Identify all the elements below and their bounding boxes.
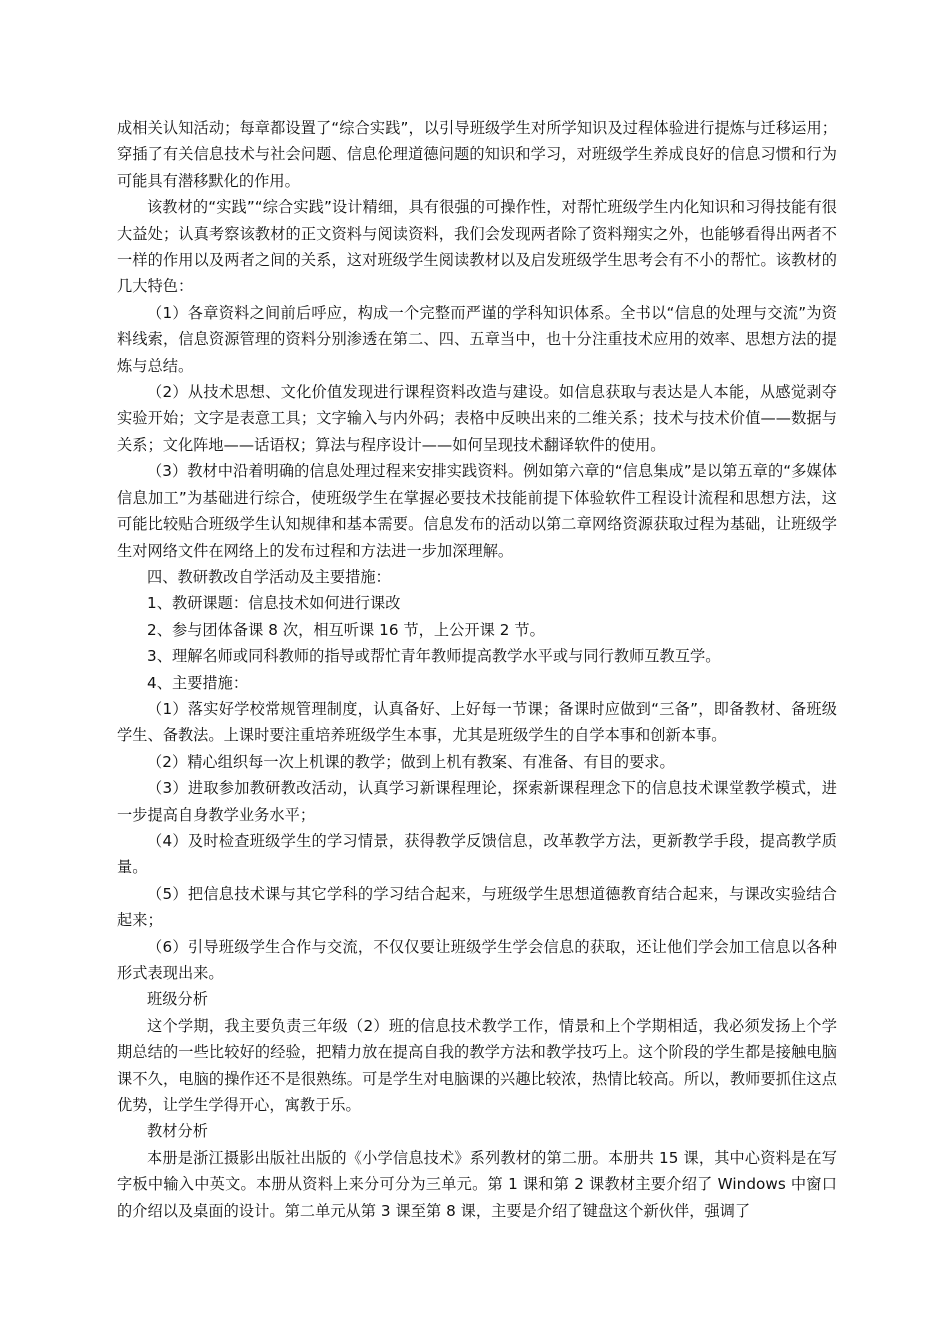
measure-item-5: （5）把信息技术课与其它学科的学习结合起来，与班级学生思想道德教育结合起来，与课改实验结合起来； <box>117 884 837 930</box>
section-heading-textbook-analysis: 教材分析 <box>147 1122 208 1141</box>
measure-item-1: （1）落实好学校常规管理制度，认真备好、上好每一节课；备课时应做到“三备”，即备教材、备班级学生、备教法。上课时要注重培养班级学生本事，尤其是班级学生的自学本事和创新本事。 <box>117 699 837 745</box>
list-item-research-topic: 1、教研课题：信息技术如何进行课改 <box>147 594 401 613</box>
measure-item-4: （4）及时检查班级学生的学习情景，获得教学反馈信息，改革教学方法，更新教学手段，提高教学质量。 <box>117 831 837 877</box>
document-page <box>117 115 837 1224</box>
paragraph-textbook-analysis: 本册是浙江摄影出版社出版的《小学信息技术》系列教材的第二册。本册共 15 课，其中心资料是在写字板中输入中英文。本册从资料上来分可分为三单元。第 1 课和第 2 课教材主要介绍了 Windows 中窗口的介绍以及桌面的设计。第二单元从第 3 课至第 8 课，主要是介绍了键盘这个新伙伴，强调了 <box>117 1148 837 1220</box>
measure-item-2: （2）精心组织每一次上机课的教学；做到上机有教案、有准备、有目的要求。 <box>147 752 675 771</box>
paragraph-class-analysis: 这个学期，我主要负责三年级（2）班的信息技术教学工作，情景和上个学期相适，我必须发扬上个学期总结的一些比较好的经验，把精力放在提高自我的教学方法和教学技巧上。这个阶段的学生都是接触电脑课不久，电脑的操作还不是很熟练。可是学生对电脑课的兴趣比较浓，热情比较高。所以，教师要抓住这点优势，让学生学得开心，寓教于乐。 <box>117 1016 837 1115</box>
paragraph-feature-3: （3）教材中沿着明确的信息处理过程来安排实践资料。例如第六章的“信息集成”是以第五章的“多媒体信息加工”为基础进行综合，使班级学生在掌握必要技术技能前提下体验软件工程设计流程和思想方法，这可能比较贴合班级学生认知规律和基本需要。信息发布的活动以第二章网络资源获取过程为基础，让班级学生对网络文件在网络上的发布过程和方法进一步加深理解。 <box>117 462 837 560</box>
list-item-main-measures: 4、主要措施： <box>147 673 249 692</box>
list-item-lesson-prep: 2、参与团体备课 8 次，相互听课 16 节，上公开课 2 节。 <box>147 620 545 639</box>
section-heading-research: 四、教研教改自学活动及主要措施： <box>147 567 391 586</box>
section-heading-class-analysis: 班级分析 <box>147 990 208 1009</box>
paragraph-feature-2: （2）从技术思想、文化价值发现进行课程资料改造与建设。如信息获取与表达是人本能，从感觉剥夺实验开始；文字是表意工具；文字输入与内外码；表格中反映出来的二维关系；技术与技术价值——数据与关系；文化阵地——话语权；算法与程序设计——如何呈现技术翻译软件的使用。 <box>117 383 837 454</box>
measure-item-6: （6）引导班级学生合作与交流，不仅仅要让班级学生学会信息的获取，还让他们学会加工信息以各种形式表现出来。 <box>117 937 837 982</box>
paragraph-textbook-overview: 该教材的“实践”“综合实践”设计精细，具有很强的可操作性，对帮忙班级学生内化知识和习得技能有很大益处；认真考察该教材的正文资料与阅读资料，我们会发现两者除了资料翔实之外，也能够看得出两者不一样的作用以及两者之间的关系，这对班级学生阅读教材以及启发班级学生思考会有不小的帮忙。该教材的几大特色： <box>117 198 837 296</box>
list-item-mentoring: 3、理解名师或同科教师的指导或帮忙青年教师提高教学水平或与同行教师互教互学。 <box>147 647 721 666</box>
paragraph-feature-1: （1）各章资料之间前后呼应，构成一个完整而严谨的学科知识体系。全书以“信息的处理与交流”为资料线索，信息资源管理的资料分别渗透在第二、四、五章当中，也十分注重技术应用的效率、思想方法的提炼与总结。 <box>117 303 837 375</box>
measure-item-3: （3）进取参加教研教改活动，认真学习新课程理论，探索新课程理念下的信息技术课堂教学模式，进一步提高自身教学业务水平； <box>117 779 837 824</box>
paragraph-continuation: 成相关认知活动；每章都设置了“综合实践”，以引导班级学生对所学知识及过程体验进行提炼与迁移运用；穿插了有关信息技术与社会问题、信息伦理道德问题的知识和学习，对班级学生养成良好的信息习惯和行为可能具有潜移默化的作用。 <box>117 119 837 190</box>
